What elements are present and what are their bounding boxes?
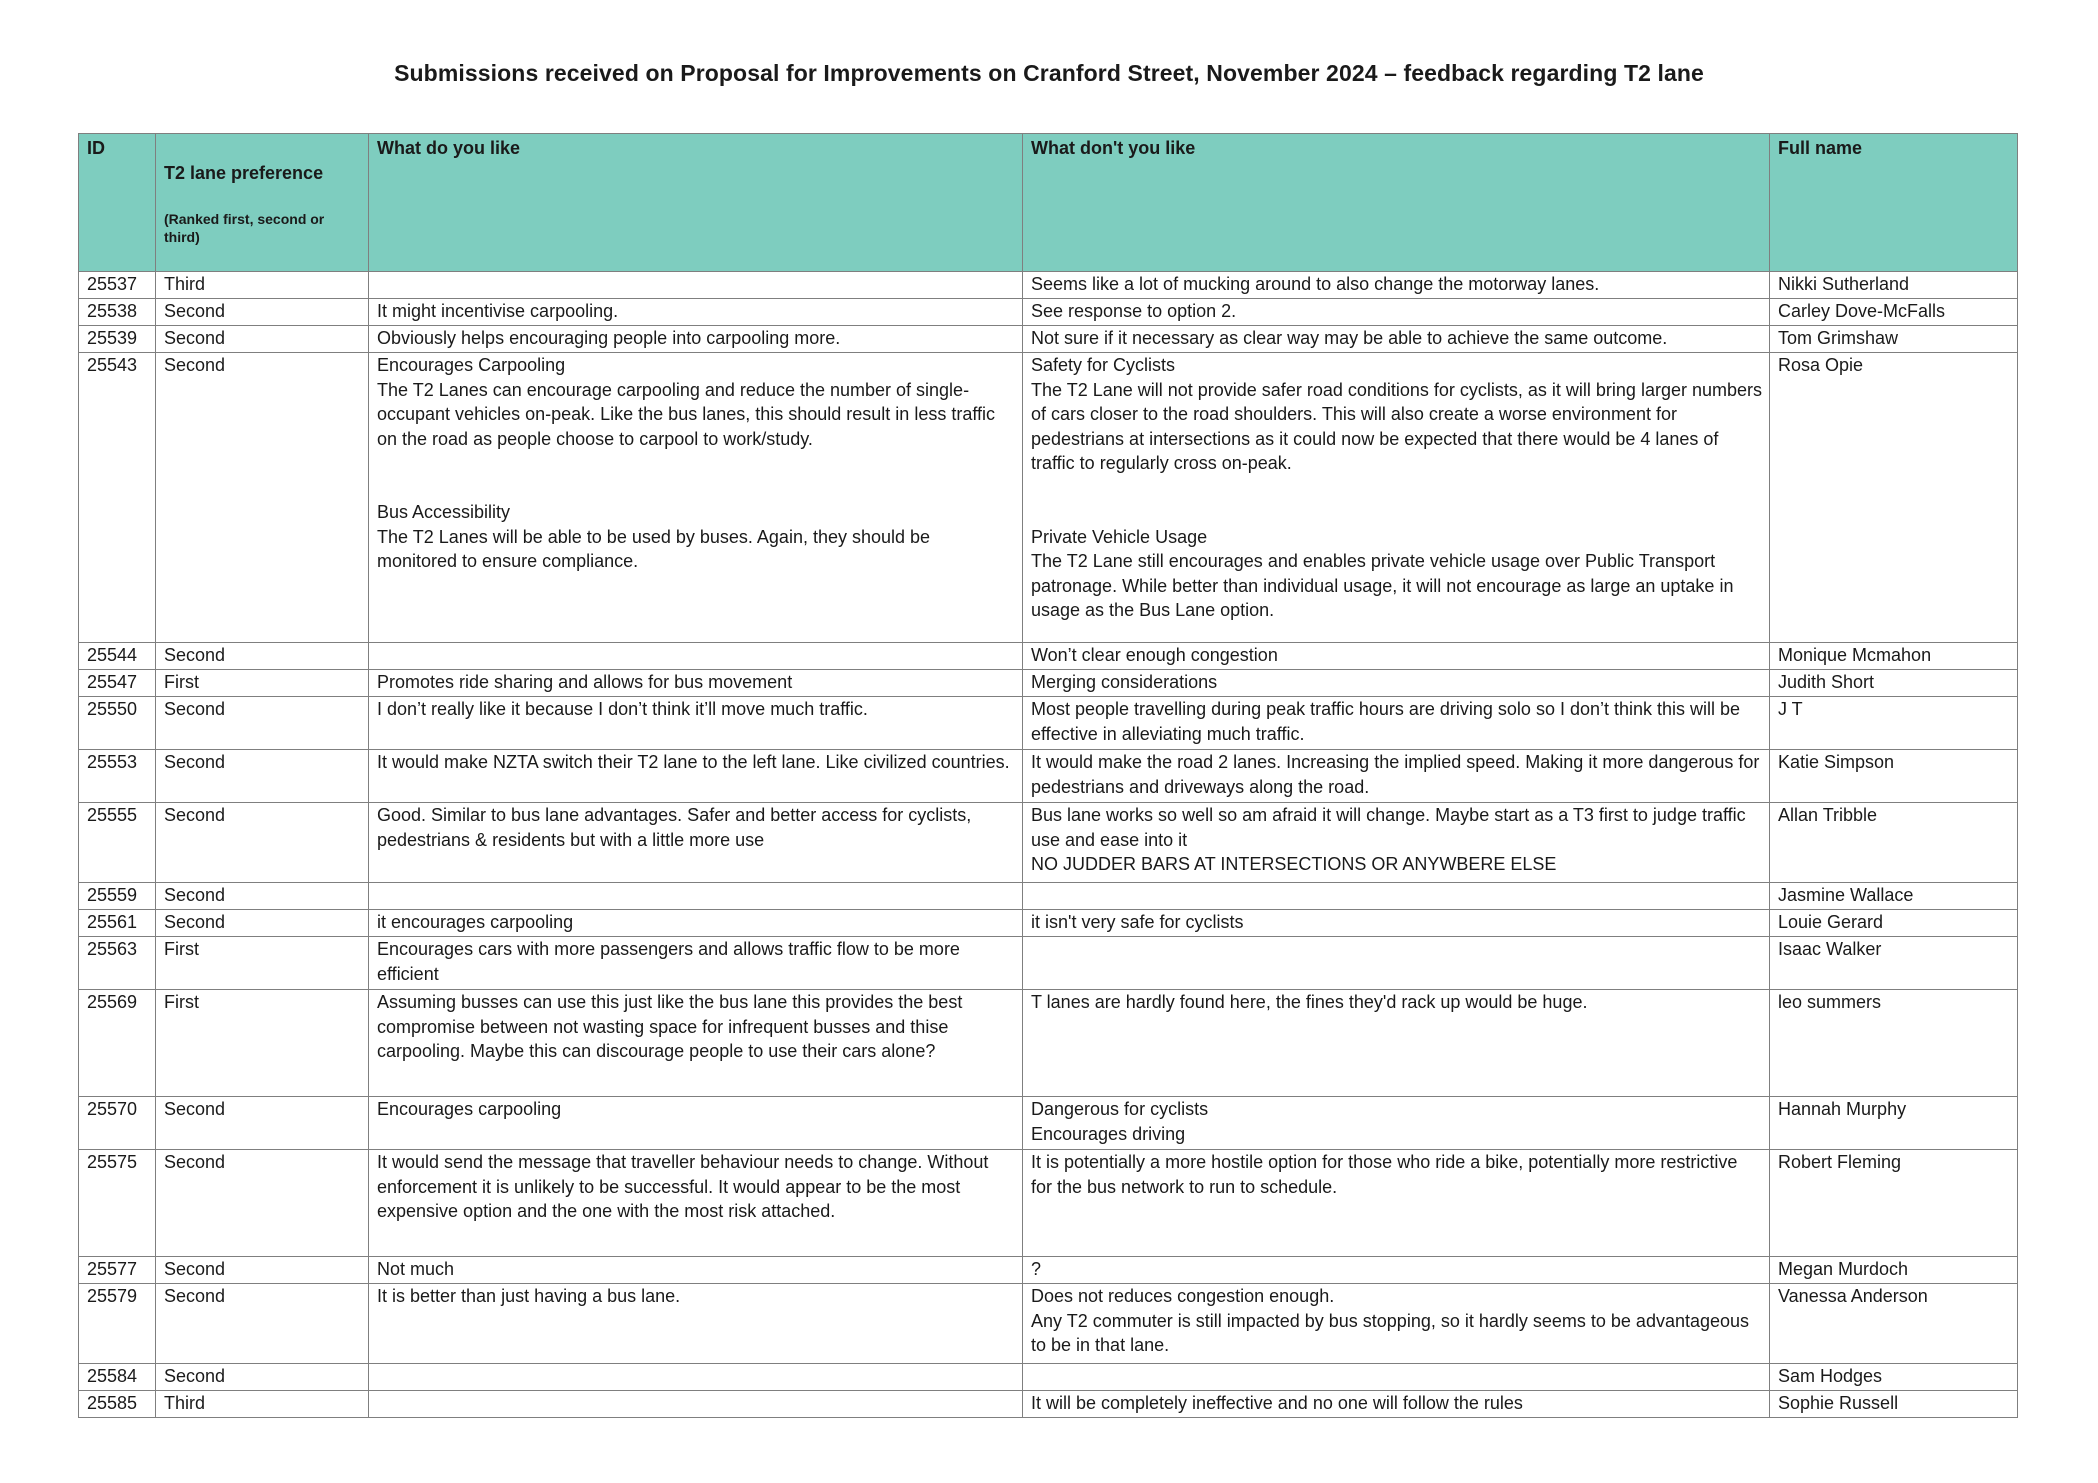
cell-id: 25575 (79, 1150, 156, 1257)
cell-dislike: Dangerous for cyclists Encourages driving (1023, 1097, 1770, 1150)
cell-dislike: Most people travelling during peak traffic hours are driving solo so I don’t think this will be effective in alleviating much traffic. (1023, 697, 1770, 750)
cell-preference: First (156, 937, 369, 990)
cell-dislike: Not sure if it necessary as clear way may be able to achieve the same outcome. (1023, 326, 1770, 353)
table-row (79, 643, 2018, 670)
cell-id: 25539 (79, 326, 156, 353)
table-row (79, 990, 2018, 1097)
cell-preference: Second (156, 1257, 369, 1284)
table-row (79, 937, 2018, 990)
cell-full-name: Carley Dove-McFalls (1770, 299, 2018, 326)
cell-preference: Second (156, 353, 369, 643)
header-preference-subtitle: (Ranked first, second or third) (164, 210, 325, 245)
cell-preference: First (156, 990, 369, 1097)
cell-dislike: Safety for Cyclists The T2 Lane will not provide safer road conditions for cyclists, as it will bring larger numbers of cars closer to the road shoulders. This will also create a worse environment for pedestrians at intersections as it could now be expected that there would be 4 lanes of traffic to regularly cross on-peak. Private Vehicle Usage The T2 Lane still encourages and enables private vehicle usage over Public Transport patronage. While better than individual usage, it will not encourage as large an uptake in usage as the Bus Lane option. (1023, 353, 1770, 643)
cell-preference: Second (156, 750, 369, 803)
cell-id: 25537 (79, 272, 156, 299)
cell-full-name: Louie Gerard (1770, 910, 2018, 937)
table-row (79, 1284, 2018, 1364)
table-row (79, 299, 2018, 326)
cell-id: 25547 (79, 670, 156, 697)
table-header-row (79, 134, 2018, 272)
cell-dislike (1023, 937, 1770, 990)
cell-preference: Third (156, 272, 369, 299)
cell-full-name: leo summers (1770, 990, 2018, 1097)
cell-full-name: Sam Hodges (1770, 1364, 2018, 1391)
cell-full-name: Katie Simpson (1770, 750, 2018, 803)
table-row (79, 353, 2018, 643)
cell-preference: Second (156, 643, 369, 670)
cell-like: It would make NZTA switch their T2 lane to the left lane. Like civilized countries. (369, 750, 1023, 803)
cell-like (369, 643, 1023, 670)
header-preference-label: T2 lane preference (164, 162, 324, 183)
cell-full-name: Rosa Opie (1770, 353, 2018, 643)
cell-full-name: Sophie Russell (1770, 1391, 2018, 1418)
cell-dislike: T lanes are hardly found here, the fines they'd rack up would be huge. (1023, 990, 1770, 1097)
cell-dislike: Merging considerations (1023, 670, 1770, 697)
cell-like: it encourages carpooling (369, 910, 1023, 937)
cell-full-name: Megan Murdoch (1770, 1257, 2018, 1284)
header-preference (156, 134, 369, 272)
cell-like: Good. Similar to bus lane advantages. Safer and better access for cyclists, pedestrians & residents but with a little more use (369, 803, 1023, 883)
cell-preference: Second (156, 299, 369, 326)
cell-full-name: Jasmine Wallace (1770, 883, 2018, 910)
cell-like (369, 1364, 1023, 1391)
header-name: Full name (1770, 134, 2018, 272)
cell-id: 25584 (79, 1364, 156, 1391)
cell-like: Obviously helps encouraging people into carpooling more. (369, 326, 1023, 353)
cell-preference: Third (156, 1391, 369, 1418)
cell-id: 25579 (79, 1284, 156, 1364)
cell-full-name: J T (1770, 697, 2018, 750)
cell-preference: First (156, 670, 369, 697)
table-row (79, 1391, 2018, 1418)
cell-full-name: Robert Fleming (1770, 1150, 2018, 1257)
cell-like: I don’t really like it because I don’t think it’ll move much traffic. (369, 697, 1023, 750)
table-row (79, 750, 2018, 803)
cell-dislike: Seems like a lot of mucking around to also change the motorway lanes. (1023, 272, 1770, 299)
cell-id: 25585 (79, 1391, 156, 1418)
cell-preference: Second (156, 326, 369, 353)
cell-like: It is better than just having a bus lane. (369, 1284, 1023, 1364)
cell-full-name: Hannah Murphy (1770, 1097, 2018, 1150)
cell-like: Encourages carpooling (369, 1097, 1023, 1150)
cell-dislike: It will be completely ineffective and no one will follow the rules (1023, 1391, 1770, 1418)
table-row (79, 272, 2018, 299)
cell-full-name: Tom Grimshaw (1770, 326, 2018, 353)
cell-full-name: Nikki Sutherland (1770, 272, 2018, 299)
table-row (79, 326, 2018, 353)
feedback-table (78, 133, 2018, 1418)
cell-dislike (1023, 1364, 1770, 1391)
cell-full-name: Allan Tribble (1770, 803, 2018, 883)
cell-like (369, 272, 1023, 299)
header-dislike: What don't you like (1023, 134, 1770, 272)
cell-id: 25544 (79, 643, 156, 670)
cell-id: 25563 (79, 937, 156, 990)
cell-full-name: Isaac Walker (1770, 937, 2018, 990)
cell-preference: Second (156, 883, 369, 910)
cell-full-name: Monique Mcmahon (1770, 643, 2018, 670)
cell-id: 25550 (79, 697, 156, 750)
cell-like (369, 883, 1023, 910)
header-like: What do you like (369, 134, 1023, 272)
cell-like: Encourages cars with more passengers and allows traffic flow to be more efficient (369, 937, 1023, 990)
cell-id: 25543 (79, 353, 156, 643)
header-id: ID (79, 134, 156, 272)
cell-dislike: ? (1023, 1257, 1770, 1284)
cell-id: 25538 (79, 299, 156, 326)
cell-preference: Second (156, 1150, 369, 1257)
cell-id: 25561 (79, 910, 156, 937)
cell-like: Promotes ride sharing and allows for bus movement (369, 670, 1023, 697)
cell-preference: Second (156, 1097, 369, 1150)
table-row (79, 910, 2018, 937)
cell-dislike: Won’t clear enough congestion (1023, 643, 1770, 670)
cell-full-name: Judith Short (1770, 670, 2018, 697)
cell-dislike: It would make the road 2 lanes. Increasing the implied speed. Making it more dangerous for pedestrians and driveways along the road. (1023, 750, 1770, 803)
cell-like (369, 1391, 1023, 1418)
cell-id: 25569 (79, 990, 156, 1097)
table-row (79, 1097, 2018, 1150)
table-row (79, 803, 2018, 883)
table-row (79, 883, 2018, 910)
cell-id: 25555 (79, 803, 156, 883)
cell-preference: Second (156, 697, 369, 750)
cell-id: 25553 (79, 750, 156, 803)
cell-preference: Second (156, 910, 369, 937)
cell-id: 25570 (79, 1097, 156, 1150)
table-row (79, 1150, 2018, 1257)
cell-preference: Second (156, 1284, 369, 1364)
cell-like: It might incentivise carpooling. (369, 299, 1023, 326)
cell-like: Assuming busses can use this just like the bus lane this provides the best compromise between not wasting space for infrequent busses and thise carpooling. Maybe this can discourage people to use their cars alone? (369, 990, 1023, 1097)
table-row (79, 670, 2018, 697)
cell-id: 25559 (79, 883, 156, 910)
cell-like: Not much (369, 1257, 1023, 1284)
cell-id: 25577 (79, 1257, 156, 1284)
cell-dislike: Does not reduces congestion enough. Any T2 commuter is still impacted by bus stopping, so it hardly seems to be advantageous to be in that lane. (1023, 1284, 1770, 1364)
table-row (79, 1364, 2018, 1391)
cell-preference: Second (156, 803, 369, 883)
cell-dislike: It is potentially a more hostile option for those who ride a bike, potentially more restrictive for the bus network to run to schedule. (1023, 1150, 1770, 1257)
cell-dislike: See response to option 2. (1023, 299, 1770, 326)
page-title: Submissions received on Proposal for Improvements on Cranford Street, November 2024 – feedback regarding T2 lane (394, 60, 1704, 86)
table-row (79, 1257, 2018, 1284)
cell-dislike: Bus lane works so well so am afraid it will change. Maybe start as a T3 first to judge traffic use and ease into it NO JUDDER BARS AT INTERSECTIONS OR ANYWBERE ELSE (1023, 803, 1770, 883)
cell-preference: Second (156, 1364, 369, 1391)
cell-dislike (1023, 883, 1770, 910)
cell-dislike: it isn't very safe for cyclists (1023, 910, 1770, 937)
table-row (79, 697, 2018, 750)
cell-full-name: Vanessa Anderson (1770, 1284, 2018, 1364)
cell-like: Encourages Carpooling The T2 Lanes can encourage carpooling and reduce the number of single-occupant vehicles on-peak. Like the bus lanes, this should result in less traffic on the road as people choose to carpool to work/study. Bus Accessibility The T2 Lanes will be able to be used by buses. Again, they should be monitored to ensure compliance. (369, 353, 1023, 643)
cell-like: It would send the message that traveller behaviour needs to change. Without enforcement it is unlikely to be successful. It would appear to be the most expensive option and the one with the most risk attached. (369, 1150, 1023, 1257)
